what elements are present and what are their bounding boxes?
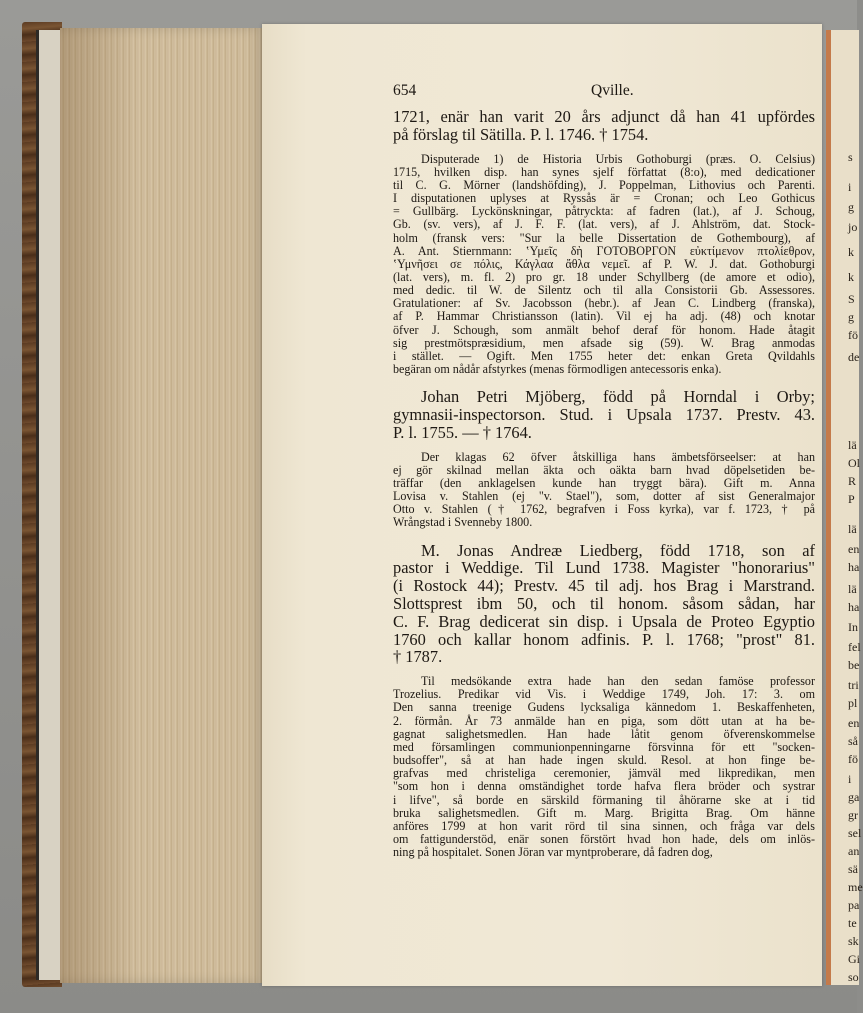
adjacent-page-fragment: te (848, 916, 857, 930)
text-line: Til medsökande extra hade han den sedan famöse professor (421, 674, 815, 689)
adjacent-page-fragment: pl (848, 696, 858, 710)
text-line: = Gullbärg. Lyckönskningar, påtryckta: af fadren (lat.), af J. Schoug, (393, 204, 815, 219)
entry-mjoberg-note (393, 451, 815, 530)
adjacent-page-fragment: sel (848, 826, 862, 840)
adjacent-page-fragment: me (848, 880, 863, 894)
adjacent-page-fragment: In (848, 620, 858, 634)
text-line: 1715, hvilken disp. han synes sjelf författat (8:o), med dedicationer (393, 164, 815, 179)
adjacent-page-fragment: sä (848, 862, 858, 876)
text-line: Otto v. Stahlen († 1762, begrafven i Foss kyrka), var f. 1723, † på (393, 502, 815, 517)
adjacent-page-fragment: lä (848, 582, 857, 596)
entry-liedberg-note (393, 675, 815, 859)
adjacent-page-fragment: ga (848, 790, 860, 804)
adjacent-page-fragment: be (848, 658, 860, 672)
text-line: på förslag til Sätilla. P. l. 1746. † 1754. (393, 124, 649, 144)
page-number: 654 (393, 82, 417, 99)
text-line: "som hon i denna omständighet torde hafva flera bröder och systrar (393, 779, 815, 794)
text-line: i lifve", så borde en särskild förmaning til åhörarne ske at i tid (393, 792, 815, 807)
intro-paragraph (393, 108, 815, 144)
text-line: ʽΥμνῆσει σε πόλις, Κάγλαα ἄθλα νεμεῖ. af P. W. J. dat. Gothoburgi (393, 256, 815, 271)
adjacent-page-fragment: fö (848, 752, 858, 766)
text-line: 2. förmån. År 73 anmälde han en piga, som dött utan at ha be- (393, 713, 815, 728)
adjacent-page-fragment: i (848, 772, 852, 786)
adjacent-page-fragment: Gi (848, 952, 860, 966)
text-line: (lat. vers), m. fl. 2) pro gr. 18 under Schyllberg (de amore et odio), (393, 270, 815, 284)
text-line: med dedic. til W. de Silentz och til alla Consistorii Gb. Assessores. (393, 283, 815, 298)
text-line: gymnasii-inspectorson. Stud. i Upsala 1737. Prestv. 43. (393, 405, 815, 425)
text-line: Gratulationer: af Sv. Jacobsson (hebr.). af Jean C. Lindberg (franska), (393, 296, 815, 311)
intro-note (393, 153, 815, 377)
text-line: budsoffer", så at han hade ingen skuld. Resol. at hon finge be- (393, 753, 815, 768)
text-line: I disputationen uplyses at Ryssås är = Cronan; och Leo Gothicus (393, 191, 815, 206)
text-line: Trozelius. Predikar vid Vis. i Weddige 1749, Joh. 17: 3. om (393, 687, 815, 702)
text-line: pastor i Weddige. Til Lund 1738. Magister "honorarius" (393, 558, 815, 578)
text-line: til C. G. Mörner (landshöfding), J. Poppelman, Lithovius och Parenti. (393, 177, 815, 192)
text-line: gagnat salighetsmedlen. Han hade låtit genom öfverenskommelse (393, 726, 815, 741)
text-line: Disputerade 1) de Historia Urbis Gothoburgi (præs. O. Celsius) (421, 151, 815, 166)
text-line: A. Ant. Stiernmann: ʽΥμεῖς δὴ ΓΟΤΟΒΟΡΓΟΝ εὐκτίμενον πτολίεθρον, (393, 243, 815, 258)
adjacent-page-fragment: lä (848, 522, 857, 536)
adjacent-page-fragment: sk (848, 934, 859, 948)
text-line: ej gör skilnad mellan äkta och oäkta barn hvad döpelsetiden be- (393, 462, 815, 477)
adjacent-page-fragment: ha (848, 600, 860, 614)
page-edges-shadow (60, 28, 188, 983)
adjacent-page-fragment: S (848, 292, 855, 306)
adjacent-page-fragment: gr (848, 808, 858, 822)
text-line: träffar (den anklagelsen kunde han tryggt bära). Gift m. Anna (393, 475, 815, 490)
text-line: anföres 1799 at hon varit rörd til sina sinnen, och fråga var dels (393, 818, 815, 833)
text-line: 1760 och kallar honom adfinis. P. l. 1768; "prost" 81. (393, 629, 815, 649)
text-line: M. Jonas Andreæ Liedberg, född 1718, son af (421, 540, 815, 560)
adjacent-page-fragment: tri (848, 678, 859, 692)
text-line: Gb. (sv. vers), af J. F. F. (lat. vers), af J. Ahlström, dat. Stock- (393, 217, 815, 232)
text-line: sig prestmötspræsidium, men afsade sig (59). W. Brag anmodas (393, 335, 815, 350)
text-line: i stället. — Ogift. Men 1755 heter det: enkan Greta Qvildahls (393, 348, 815, 363)
adjacent-page-fragment: pa (848, 898, 860, 912)
text-line: öfver J. Schough, som anmält behof deraf för honom. Hade åtagit (393, 322, 815, 337)
text-line: P. l. 1755. — † 1764. (393, 422, 532, 442)
red-page-edge (826, 30, 831, 985)
text-line: Lovisa v. Stahlen (ej "v. Stael"), som, dotter af sist Generalmajor (393, 489, 815, 504)
text-line: Wrångstad i Svenneby 1800. (393, 515, 533, 530)
text-line: grafvas med christeliga ceremonier, jämväl med likpredikan, men (393, 766, 815, 781)
text-line: Johan Petri Mjöberg, född på Horndal i Orby; (421, 387, 815, 407)
entry-liedberg (393, 542, 815, 667)
text-line: (i Rostock 44); Prestv. 45 til adj. hos Brag i Marstrand. (393, 576, 815, 596)
adjacent-page-fragment: så (848, 734, 858, 748)
adjacent-page-fragment: ha (848, 560, 860, 574)
text-line: C. F. Brag dedicerat sin disp. i Upsala de Proteo Egyptio (393, 611, 815, 631)
adjacent-page-fragment: fö (848, 328, 858, 342)
adjacent-page-fragment: R (848, 474, 857, 488)
text-line: begäran om nådår afstyrkes (menas förmodligen antecessoris enka). (393, 362, 722, 377)
text-line: med församlingen communionpenningarne försvinna för ett "socken- (393, 739, 815, 754)
adjacent-page-fragment: en (848, 542, 860, 556)
adjacent-page-fragment: k (848, 270, 854, 284)
adjacent-page-fragment: lä (848, 438, 857, 452)
adjacent-page-fragment: fel (848, 640, 861, 654)
text-line: Der klagas 62 öfver åtskilliga hans ämbetsförseelser: at han (421, 449, 815, 464)
text-line: af P. Hammar Christiansson (latin). Vil ej ha adj. (48) och knotar (393, 309, 815, 324)
adjacent-page-fragment: en (848, 716, 860, 730)
page-text-block (393, 82, 815, 859)
adjacent-page-fragment: g (848, 200, 854, 214)
adjacent-page-fragment: an (848, 844, 860, 858)
running-head (393, 82, 815, 108)
text-line: † 1787. (393, 647, 443, 667)
text-line: holm (fransk vers: "Sur la belle Dissertation de Gothembourg), af (393, 230, 815, 245)
adjacent-page-fragment: k (848, 245, 854, 259)
adjacent-page-fragment: de (848, 350, 860, 364)
text-line: Den sanna treenige Gudens lycksaliga kännedom 1. Beskaffenheten, (393, 700, 815, 715)
entry-mjoberg (393, 388, 815, 441)
adjacent-page-fragment: jo (848, 220, 858, 234)
adjacent-page-fragment: P (848, 492, 855, 506)
adjacent-page-fragment: Ol (848, 456, 860, 470)
text-line: om fattigunderstöd, enär sonen förstört hvad hon hade, dels om inlös- (393, 832, 815, 847)
adjacent-page-fragment: g (848, 310, 854, 324)
adjacent-page-fragment: i (848, 180, 852, 194)
running-title: Qville. (591, 82, 634, 99)
text-line: 1721, enär han varit 20 års adjunct då han 41 upfördes (393, 107, 815, 126)
adjacent-page-fragment: s (848, 150, 853, 164)
adjacent-page-fragment: so (848, 970, 859, 984)
text-line: Slottsprest ibm 50, och til honom. såsom sådan, har (393, 593, 815, 613)
text-line: ning på hospitalet. Sonen Jöran var myntproberare, då fadren dog, (393, 845, 713, 860)
text-line: bruka salighetsmedlen. Gift m. Marg. Brigitta Brag. Om hänne (393, 805, 815, 820)
